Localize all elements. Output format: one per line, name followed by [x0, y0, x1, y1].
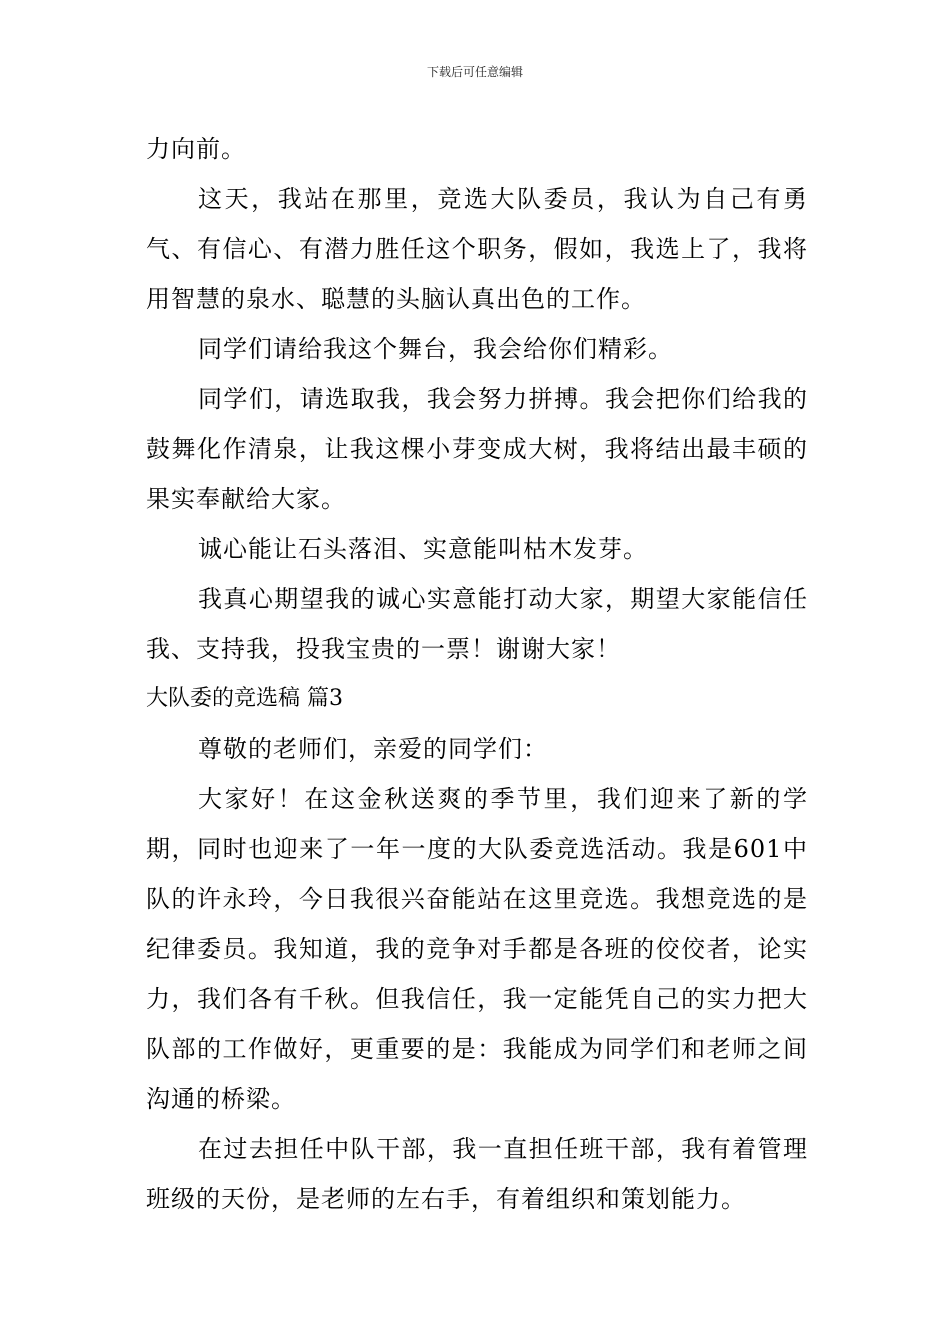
paragraph: 同学们，请选取我，我会努力拼搏。我会把你们给我的鼓舞化作清泉，让我这棵小芽变成大树，我将结出最丰硕的果实奉献给大家。 — [146, 385, 808, 513]
paragraph: 尊敬的老师们，亲爱的同学们： — [198, 735, 548, 763]
document-body — [146, 124, 808, 1224]
paragraph: 我真心期望我的诚心实意能打动大家，期望大家能信任我、支持我，投我宝贵的一票！谢谢大家！ — [146, 585, 808, 663]
paragraph: 大家好！在这金秋送爽的季节里，我们迎来了新的学期，同时也迎来了一年一度的大队委竞选活动。我是601中队的许永玲，今日我很兴奋能站在这里竞选。我想竞选的是纪律委员。我知道，我的竞争对手都是各班的佼佼者，论实力，我们各有千秋。但我信任，我一定能凭自己的实力把大队部的工作做好，更重要的是：我能成为同学们和老师之间沟通的桥梁。 — [146, 785, 808, 1113]
paragraph: 诚心能让石头落泪、实意能叫枯木发芽。 — [198, 535, 648, 563]
section-heading: 大队委的竞选稿 篇3 — [146, 686, 343, 711]
paragraph: 在过去担任中队干部，我一直担任班干部，我有着管理班级的天份，是老师的左右手，有着组织和策划能力。 — [146, 1135, 808, 1213]
paragraph: 这天，我站在那里，竞选大队委员，我认为自己有勇气、有信心、有潜力胜任这个职务，假如，我选上了，我将用智慧的泉水、聪慧的头脑认真出色的工作。 — [146, 185, 808, 313]
paragraph: 力向前。 — [146, 135, 246, 163]
paragraph: 同学们请给我这个舞台，我会给你们精彩。 — [198, 335, 673, 363]
page-header: 下载后可任意编辑 — [426, 65, 523, 79]
